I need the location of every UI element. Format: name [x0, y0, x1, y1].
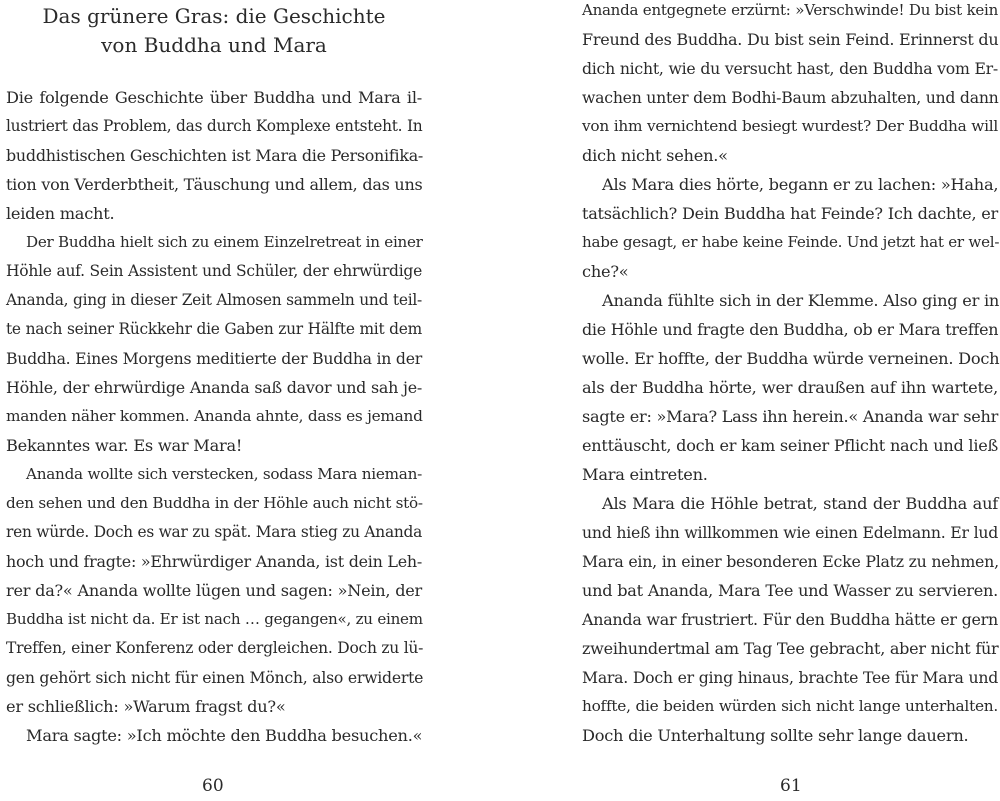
text-line: buddhistischen Geschichten ist Mara die Personifika-: [6, 146, 424, 165]
text-line: enttäuscht, doch er kam seiner Pflicht nach und ließ: [582, 436, 998, 455]
text-line: gen gehört sich nicht für einen Mönch, also erwiderte: [6, 668, 424, 687]
text-line: sagte er: »Mara? Lass ihn herein.« Ananda war sehr: [582, 407, 999, 426]
text-line: Buddha ist nicht da. Er ist nach … gegangen«, zu einem: [6, 610, 423, 628]
text-line: Ananda, ging in dieser Zeit Almosen sammeln und teil-: [6, 291, 422, 309]
text-line: Bekanntes war. Es war Mara!: [6, 436, 243, 455]
text-line: Als Mara die Höhle betrat, stand der Buddha auf: [602, 494, 998, 513]
text-line: Höhle auf. Sein Assistent und Schüler, der ehrwürdige: [6, 262, 422, 280]
text-line: Ananda entgegnete erzürnt: »Verschwinde! Du bist kein: [582, 1, 998, 19]
text-line: hoffte, die beiden würden sich nicht lange unterhalten.: [582, 697, 998, 715]
text-line: Mara. Doch er ging hinaus, brachte Tee für Mara und: [582, 668, 998, 687]
text-line: und hieß ihn willkommen wie einen Edelmann. Er lud: [582, 523, 998, 542]
text-line: wolle. Er hoffte, der Buddha würde verneinen. Doch: [582, 349, 1000, 368]
text-line: Doch die Unterhaltung sollte sehr lange dauern.: [582, 726, 969, 745]
text-line: als der Buddha hörte, wer draußen auf ihn wartete,: [582, 378, 998, 397]
right-page: [582, 0, 998, 800]
text-line: Mara eintreten.: [582, 465, 708, 484]
chapter-title-line-2: von Buddha und Mara: [101, 33, 327, 57]
text-line: zweihundertmal am Tag Tee gebracht, aber nicht für: [582, 639, 999, 658]
text-line: Mara sagte: »Ich möchte den Buddha besuchen.«: [26, 726, 423, 745]
text-line: rer da?« Ananda wollte lügen und sagen: »Nein, der: [6, 581, 422, 600]
text-line: Ananda war frustriert. Für den Buddha hätte er gern: [582, 610, 998, 629]
text-line: die Höhle und fragte den Buddha, ob er Mara treffen: [582, 320, 999, 339]
text-line: Buddha. Eines Morgens meditierte der Buddha in der: [6, 349, 422, 368]
chapter-title-line-1: Das grünere Gras: die Geschichte: [42, 4, 386, 28]
text-line: Treffen, einer Konferenz oder dergleichen. Doch zu lü-: [6, 639, 424, 657]
text-line: von ihm vernichtend besiegt wurdest? Der Buddha will: [582, 117, 998, 135]
text-line: Freund des Buddha. Du bist sein Feind. Erinnerst du: [582, 30, 999, 49]
text-line: Mara ein, in einer besonderen Ecke Platz zu nehmen,: [582, 552, 999, 571]
text-line: er schließlich: »Warum fragst du?«: [6, 697, 286, 716]
text-line: Höhle, der ehrwürdige Ananda saß davor und sah je-: [6, 378, 422, 397]
text-line: tatsächlich? Dein Buddha hat Feinde? Ich dachte, er: [582, 204, 998, 223]
text-line: ren würde. Doch es war zu spät. Mara stieg zu Ananda: [6, 523, 423, 541]
text-line: habe gesagt, er habe keine Feinde. Und jetzt hat er wel-: [582, 233, 1000, 251]
text-line: und bat Ananda, Mara Tee und Wasser zu servieren.: [582, 581, 998, 600]
page-number: 61: [780, 776, 802, 796]
text-line: leiden macht.: [6, 204, 115, 223]
text-line: dich nicht sehen.«: [582, 146, 728, 165]
page-number: 60: [202, 776, 224, 796]
text-line: che?«: [582, 262, 629, 281]
text-line: Der Buddha hielt sich zu einem Einzelretreat in einer: [26, 233, 423, 251]
text-line: wachen unter dem Bodhi-Baum abzuhalten, und dann: [582, 88, 999, 107]
left-page: [6, 0, 422, 800]
text-line: lustriert das Problem, das durch Komplexe entsteht. In: [6, 117, 423, 135]
text-line: dich nicht, wie du versucht hast, den Buddha vom Er-: [582, 59, 998, 78]
text-line: tion von Verderbtheit, Täuschung und allem, das uns: [6, 175, 423, 194]
text-line: Ananda fühlte sich in der Klemme. Also ging er in: [602, 291, 1000, 310]
text-line: te nach seiner Rückkehr die Gaben zur Hälfte mit dem: [6, 320, 422, 338]
text-line: Die folgende Geschichte über Buddha und Mara il-: [6, 88, 422, 107]
text-line: Ananda wollte sich verstecken, sodass Mara nieman-: [26, 465, 422, 483]
text-line: den sehen und den Buddha in der Höhle auch nicht stö-: [6, 494, 423, 512]
text-line: hoch und fragte: »Ehrwürdiger Ananda, ist dein Leh-: [6, 552, 422, 571]
text-line: Als Mara dies hörte, begann er zu lachen: »Haha,: [602, 175, 999, 194]
text-line: manden näher kommen. Ananda ahnte, dass es jemand: [6, 407, 423, 425]
chapter-title: [6, 2, 422, 60]
